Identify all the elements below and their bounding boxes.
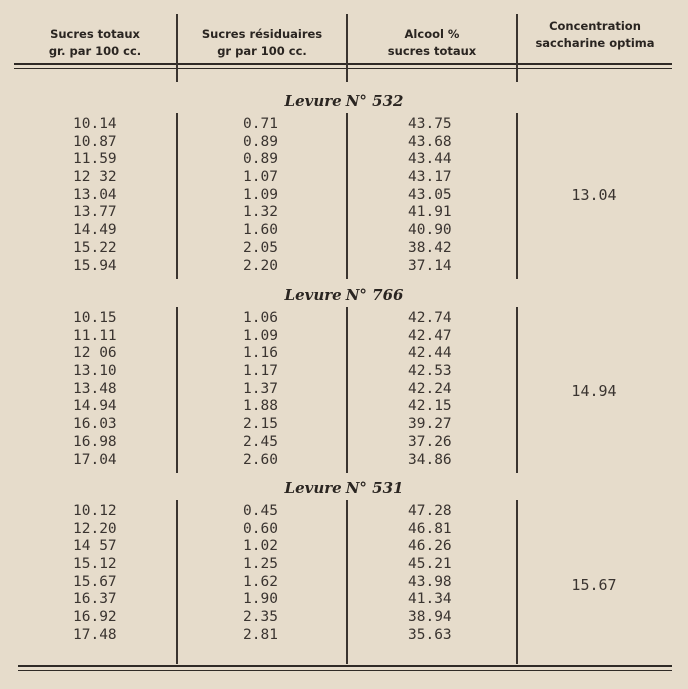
table-cell: 43.68 xyxy=(408,133,452,150)
header-line: sucres totaux xyxy=(387,44,477,58)
table-cell: 15.12 xyxy=(73,556,117,573)
header-top-rule xyxy=(14,63,672,65)
header-sucres-residuaires xyxy=(178,26,346,60)
table-cell: 45.21 xyxy=(408,556,452,573)
header-line: saccharine optima xyxy=(535,36,655,50)
group-number: N° 532 xyxy=(345,92,404,110)
table-cell: 11.11 xyxy=(73,327,117,344)
table-cell: 1.09 xyxy=(243,186,278,203)
table-cell: 2.35 xyxy=(243,609,278,626)
header-line: Alcool % xyxy=(404,27,460,41)
group-3-alcool xyxy=(408,503,452,645)
table-cell: 37.14 xyxy=(408,257,452,274)
table-cell: 1.62 xyxy=(243,573,278,590)
table-cell: 40.90 xyxy=(408,222,452,239)
table-cell: 14.94 xyxy=(73,398,117,415)
table-cell: 1.37 xyxy=(243,380,278,397)
table-cell: 42.74 xyxy=(408,310,452,326)
table-cell: 12 06 xyxy=(73,345,117,362)
group-number: N° 766 xyxy=(345,286,404,304)
table-cell: 12.20 xyxy=(73,520,117,537)
table-cell: 43.05 xyxy=(408,186,452,203)
table-cell: 13.77 xyxy=(73,204,117,221)
table-cell: 17.48 xyxy=(73,626,117,643)
table-cell: 41.91 xyxy=(408,204,452,221)
group-1-sucres-residuaires xyxy=(243,116,278,275)
group-number: N° 531 xyxy=(345,479,404,497)
group-label: Levure xyxy=(284,479,342,497)
group-3-divider-2 xyxy=(346,500,348,664)
header-line: gr par 100 cc. xyxy=(217,44,307,58)
table-cell: 11.59 xyxy=(73,151,117,168)
group-2-sucres-residuaires xyxy=(243,310,278,469)
table-cell: 43.44 xyxy=(408,151,452,168)
header-line: gr. par 100 cc. xyxy=(48,44,142,58)
table-cell: 1.90 xyxy=(243,591,278,608)
table-cell: 10.12 xyxy=(73,503,117,519)
table-cell: 43.98 xyxy=(408,573,452,590)
table-cell: 42.24 xyxy=(408,380,452,397)
group-2-divider-3 xyxy=(516,307,518,473)
table-cell: 10.14 xyxy=(73,116,117,132)
table-cell: 43.17 xyxy=(408,169,452,186)
table-cell: 35.63 xyxy=(408,626,452,643)
group-2-sucres-totaux xyxy=(73,310,117,469)
table-cell: 1.06 xyxy=(243,310,278,326)
table-cell: 2.60 xyxy=(243,451,278,468)
group-1-divider-1 xyxy=(176,113,178,279)
group-3-divider-1 xyxy=(176,500,178,664)
table-cell: 42.15 xyxy=(408,398,452,415)
table-cell: 2.45 xyxy=(243,433,278,450)
table-cell: 16.92 xyxy=(73,609,117,626)
table-cell: 1.02 xyxy=(243,538,278,555)
table-cell: 1.07 xyxy=(243,169,278,186)
group-title-766 xyxy=(0,286,688,304)
table-cell: 12 32 xyxy=(73,169,117,186)
group-2-divider-2 xyxy=(346,307,348,473)
group-1-optima: 13.04 xyxy=(571,186,617,204)
table-cell: 46.26 xyxy=(408,538,452,555)
table-cell: 46.81 xyxy=(408,520,452,537)
table-cell: 2.15 xyxy=(243,416,278,433)
table-cell: 17.04 xyxy=(73,451,117,468)
table-cell: 42.47 xyxy=(408,327,452,344)
table-cell: 34.86 xyxy=(408,451,452,468)
header-line: Sucres totaux xyxy=(50,27,140,41)
table-cell: 10.87 xyxy=(73,133,117,150)
table-cell: 10.15 xyxy=(73,310,117,326)
table-cell: 38.94 xyxy=(408,609,452,626)
bottom-rule-2 xyxy=(18,670,672,671)
group-1-alcool xyxy=(408,116,452,275)
group-2-divider-1 xyxy=(176,307,178,473)
bottom-rule-1 xyxy=(18,665,672,667)
table-cell: 2.05 xyxy=(243,239,278,256)
table-cell: 13.48 xyxy=(73,380,117,397)
table-cell: 41.34 xyxy=(408,591,452,608)
header-sucres-totaux xyxy=(14,26,176,60)
table-cell: 47.28 xyxy=(408,503,452,519)
table-cell: 38.42 xyxy=(408,239,452,256)
table-cell: 1.25 xyxy=(243,556,278,573)
header-concentration xyxy=(518,18,672,52)
table-cell: 43.75 xyxy=(408,116,452,132)
group-1-divider-3 xyxy=(516,113,518,279)
group-3-sucres-residuaires xyxy=(243,503,278,645)
group-1-sucres-totaux xyxy=(73,116,117,275)
table-cell: 16.37 xyxy=(73,591,117,608)
table-cell: 0.89 xyxy=(243,133,278,150)
table-cell: 39.27 xyxy=(408,416,452,433)
group-3-divider-3 xyxy=(516,500,518,664)
table-cell: 15.94 xyxy=(73,257,117,274)
table-cell: 0.60 xyxy=(243,520,278,537)
group-label: Levure xyxy=(284,286,342,304)
group-2-alcool xyxy=(408,310,452,469)
header-line: Sucres résiduaires xyxy=(201,27,323,41)
group-2-optima: 14.94 xyxy=(571,382,617,400)
table-cell: 0.89 xyxy=(243,151,278,168)
table-cell: 2.20 xyxy=(243,257,278,274)
header-bottom-rule xyxy=(14,68,672,69)
table-cell: 1.60 xyxy=(243,222,278,239)
table-cell: 1.09 xyxy=(243,327,278,344)
table-cell: 0.45 xyxy=(243,503,278,519)
table-cell: 42.53 xyxy=(408,363,452,380)
group-title-532 xyxy=(0,92,688,110)
table-cell: 42.44 xyxy=(408,345,452,362)
table-cell: 15.67 xyxy=(73,573,117,590)
table-cell: 14 57 xyxy=(73,538,117,555)
group-3-optima: 15.67 xyxy=(571,576,617,594)
header-line: Concentration xyxy=(549,19,641,33)
table-cell: 14.49 xyxy=(73,222,117,239)
table-cell: 1.32 xyxy=(243,204,278,221)
table-cell: 37.26 xyxy=(408,433,452,450)
table-cell: 16.98 xyxy=(73,433,117,450)
table-cell: 2.81 xyxy=(243,626,278,643)
group-3-sucres-totaux xyxy=(73,503,117,645)
group-1-divider-2 xyxy=(346,113,348,279)
table-cell: 1.16 xyxy=(243,345,278,362)
group-title-531 xyxy=(0,479,688,497)
header-alcool xyxy=(348,26,516,60)
table-cell: 0.71 xyxy=(243,116,278,132)
table-cell: 1.17 xyxy=(243,363,278,380)
table-cell: 13.04 xyxy=(73,186,117,203)
table-cell: 13.10 xyxy=(73,363,117,380)
table-cell: 1.88 xyxy=(243,398,278,415)
table-cell: 15.22 xyxy=(73,239,117,256)
group-label: Levure xyxy=(284,92,342,110)
table-cell: 16.03 xyxy=(73,416,117,433)
